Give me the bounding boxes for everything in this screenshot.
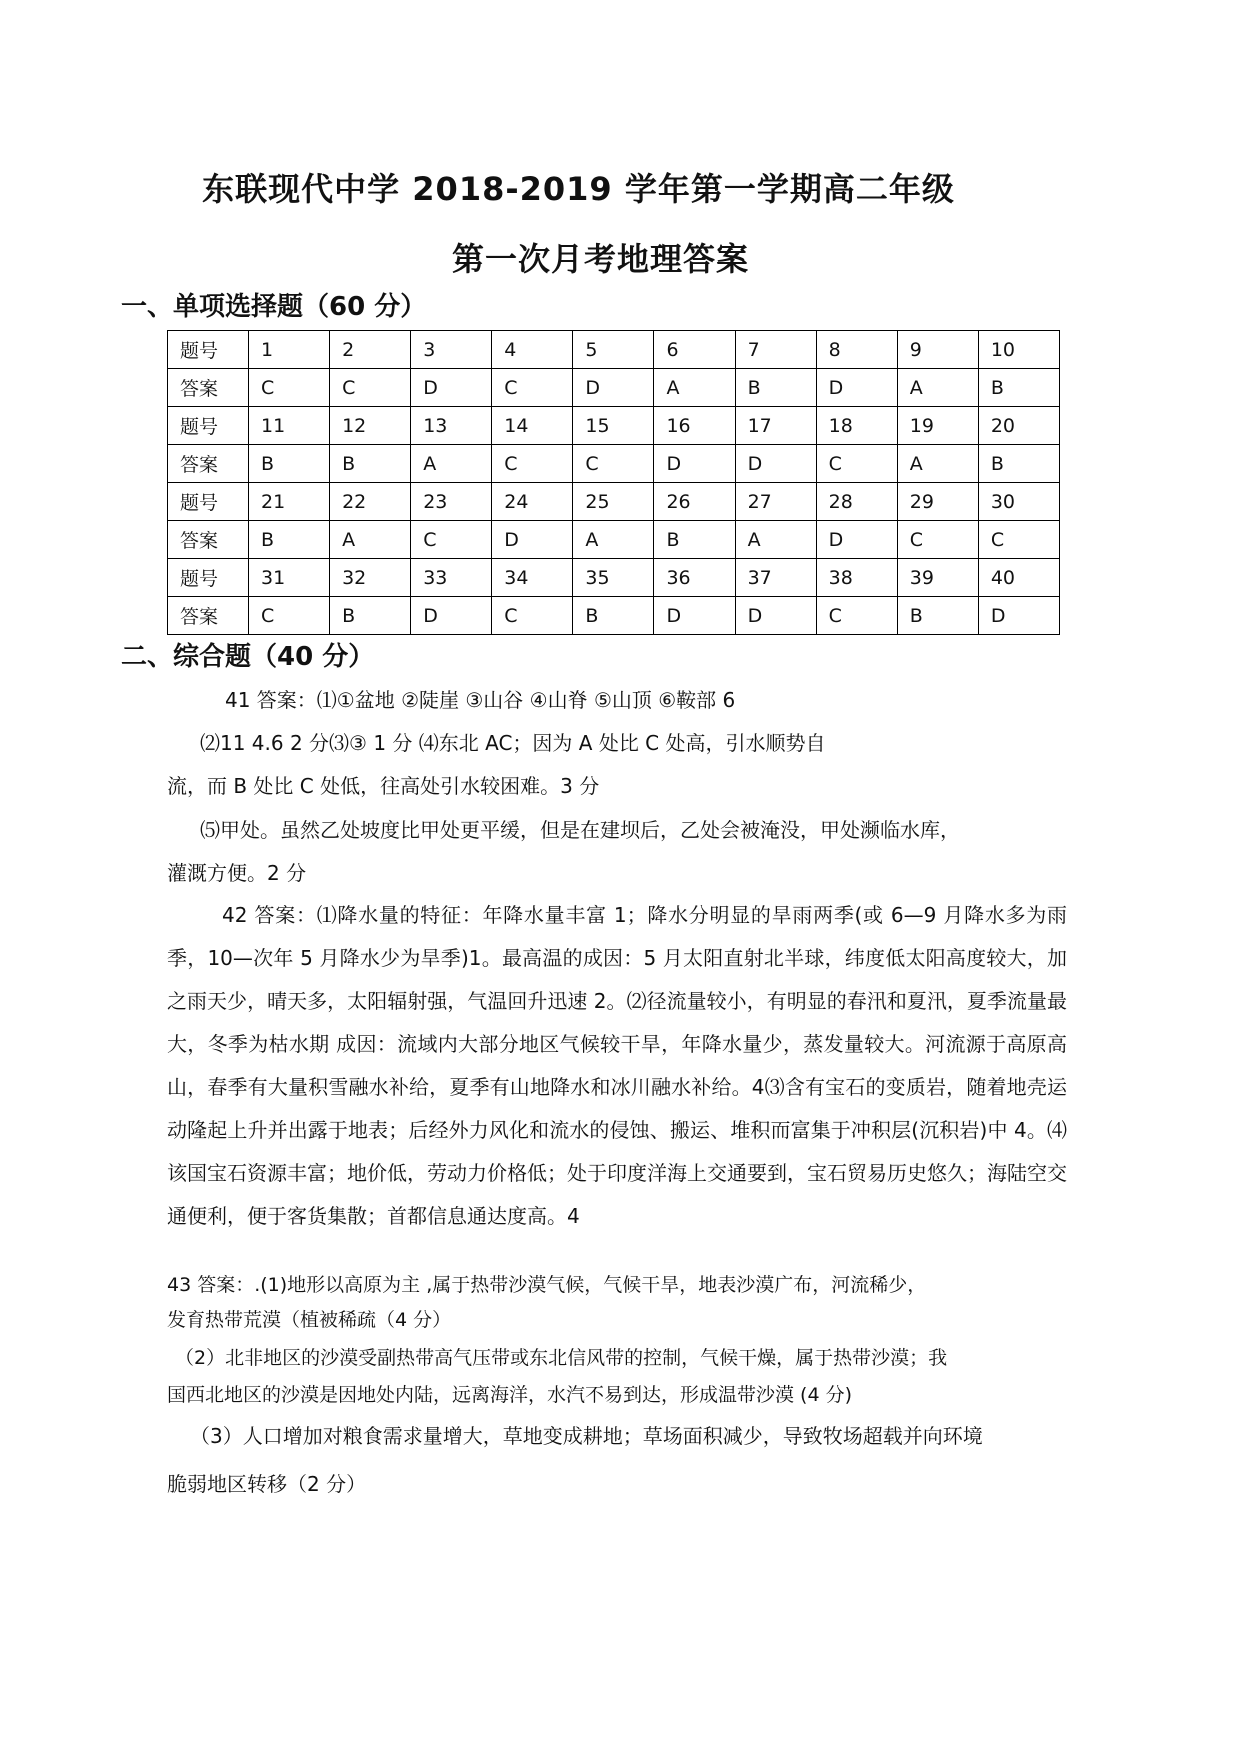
question-number-cell: 11: [249, 407, 330, 445]
answer-table: [167, 330, 1060, 635]
q41-line3: 流，而 B 处比 C 处低，往高处引水较困难。3 分: [167, 774, 600, 798]
answer-cell: B: [978, 369, 1059, 407]
question-number-cell: 12: [330, 407, 411, 445]
q43-line4: 国西北地区的沙漠是因地处内陆，远离海洋，水汽不易到达，形成温带沙漠 (4 分): [167, 1384, 852, 1406]
question-number-cell: 31: [249, 559, 330, 597]
answer-cell: A: [735, 521, 816, 559]
answer-cell: A: [573, 521, 654, 559]
q43-line2: 发育热带荒漠（植被稀疏（4 分）: [167, 1309, 452, 1331]
question-number-cell: 22: [330, 483, 411, 521]
answer-cell: C: [816, 445, 897, 483]
question-number-cell: 4: [492, 331, 573, 369]
question-number-cell: 23: [411, 483, 492, 521]
question-number-cell: 21: [249, 483, 330, 521]
question-number-cell: 16: [654, 407, 735, 445]
q42-answer: 42 答案：⑴降水量的特征：年降水量丰富 1；降水分明显的旱雨两季(或 6—9 月降水多为雨季，10—次年 5 月降水少为旱季)1。最高温的成因：5 月太阳直射北半球，纬度低太阳高度较大，加之雨天少，晴天多，太阳辐射强，气温回升迅速 2。⑵径流量较小，有明显的春汛和夏汛，夏季流量最大，冬季为枯水期 成因：流域内大部分地区气候较干旱，年降水量少，蒸发量较大。河流源于高原高山，春季有大量积雪融水补给，夏季有山地降水和冰川融水补给。4⑶含有宝石的变质岩，随着地壳运动隆起上升并出露于地表；后经外力风化和流水的侵蚀、搬运、堆积而富集于冲积层(沉积岩)中 4。⑷该国宝石资源丰富；地价低，劳动力价格低；处于印度洋海上交通要到，宝石贸易历史悠久；海陆空交通便利，便于客货集散；首都信息通达度高。4: [167, 903, 1067, 1228]
answer-cell: D: [654, 597, 735, 635]
answer-cell: B: [573, 597, 654, 635]
answer-cell: D: [573, 369, 654, 407]
answer-cell: A: [330, 521, 411, 559]
table-row-answers: [168, 597, 1060, 635]
row-label-answer: 答案: [168, 445, 249, 483]
answer-cell: C: [249, 597, 330, 635]
answer-cell: B: [654, 521, 735, 559]
row-label-number: 题号: [168, 483, 249, 521]
answer-cell: D: [492, 521, 573, 559]
question-number-cell: 38: [816, 559, 897, 597]
question-number-cell: 36: [654, 559, 735, 597]
q41-line2: ⑵11 4.6 2 分⑶③ 1 分 ⑷东北 AC；因为 A 处比 C 处高，引水顺势自: [200, 731, 826, 755]
answer-cell: A: [411, 445, 492, 483]
answer-cell: B: [330, 445, 411, 483]
table-row-answers: [168, 369, 1060, 407]
answer-cell: B: [249, 521, 330, 559]
answer-cell: B: [249, 445, 330, 483]
question-number-cell: 30: [978, 483, 1059, 521]
question-number-cell: 29: [897, 483, 978, 521]
answer-cell: B: [330, 597, 411, 635]
question-number-cell: 40: [978, 559, 1059, 597]
answer-cell: A: [897, 445, 978, 483]
document-subtitle: 第一次月考地理答案: [451, 240, 749, 278]
question-number-cell: 15: [573, 407, 654, 445]
table-row-answers: [168, 521, 1060, 559]
row-label-answer: 答案: [168, 369, 249, 407]
question-number-cell: 17: [735, 407, 816, 445]
question-number-cell: 9: [897, 331, 978, 369]
question-number-cell: 24: [492, 483, 573, 521]
question-number-cell: 39: [897, 559, 978, 597]
question-number-cell: 32: [330, 559, 411, 597]
q43-line3: （2）北非地区的沙漠受副热带高气压带或东北信风带的控制，气候干燥，属于热带沙漠；我: [175, 1347, 948, 1369]
row-label-answer: 答案: [168, 597, 249, 635]
answer-cell: B: [735, 369, 816, 407]
question-number-cell: 1: [249, 331, 330, 369]
question-number-cell: 25: [573, 483, 654, 521]
table-row-numbers: [168, 559, 1060, 597]
row-label-number: 题号: [168, 331, 249, 369]
question-number-cell: 27: [735, 483, 816, 521]
question-number-cell: 33: [411, 559, 492, 597]
question-number-cell: 26: [654, 483, 735, 521]
answer-cell: D: [735, 597, 816, 635]
answer-cell: A: [654, 369, 735, 407]
question-number-cell: 7: [735, 331, 816, 369]
question-number-cell: 20: [978, 407, 1059, 445]
question-number-cell: 6: [654, 331, 735, 369]
q41-line4: ⑸甲处。虽然乙处坡度比甲处更平缓，但是在建坝后，乙处会被淹没，甲处濒临水库，: [200, 818, 960, 842]
section-heading-comprehensive: 二、综合题（40 分）: [121, 642, 375, 672]
question-number-cell: 5: [573, 331, 654, 369]
section-heading-choice: 一、单项选择题（60 分）: [121, 292, 427, 322]
question-number-cell: 8: [816, 331, 897, 369]
question-number-cell: 2: [330, 331, 411, 369]
table-row-numbers: [168, 331, 1060, 369]
table-row-answers: [168, 445, 1060, 483]
answer-cell: C: [816, 597, 897, 635]
answer-cell: C: [492, 369, 573, 407]
table-row-numbers: [168, 483, 1060, 521]
answer-cell: D: [816, 369, 897, 407]
answer-cell: C: [492, 445, 573, 483]
question-number-cell: 19: [897, 407, 978, 445]
answer-cell: C: [978, 521, 1059, 559]
answer-cell: D: [735, 445, 816, 483]
answer-cell: D: [411, 369, 492, 407]
q43-line6: 脆弱地区转移（2 分）: [167, 1472, 367, 1496]
question-number-cell: 3: [411, 331, 492, 369]
document-title: 东联现代中学 2018-2019 学年第一学期高二年级: [202, 170, 955, 208]
q43-line5: （3）人口增加对粮食需求量增大，草地变成耕地；草场面积减少，导致牧场超载并向环境: [190, 1424, 983, 1448]
answer-cell: C: [249, 369, 330, 407]
row-label-number: 题号: [168, 407, 249, 445]
question-number-cell: 28: [816, 483, 897, 521]
answer-cell: D: [411, 597, 492, 635]
answer-cell: C: [573, 445, 654, 483]
question-number-cell: 35: [573, 559, 654, 597]
answer-cell: C: [411, 521, 492, 559]
answer-cell: C: [897, 521, 978, 559]
answer-cell: D: [978, 597, 1059, 635]
answer-table-body: [168, 331, 1060, 635]
question-number-cell: 18: [816, 407, 897, 445]
row-label-answer: 答案: [168, 521, 249, 559]
q43-line1: 43 答案：.(1)地形以高原为主 ,属于热带沙漠气候，气候干旱，地表沙漠广布，河流稀少，: [167, 1274, 927, 1296]
question-number-cell: 34: [492, 559, 573, 597]
row-label-number: 题号: [168, 559, 249, 597]
answer-cell: A: [897, 369, 978, 407]
answer-cell: C: [330, 369, 411, 407]
q41-line5: 灌溉方便。2 分: [167, 861, 307, 885]
answer-cell: D: [654, 445, 735, 483]
answer-cell: C: [492, 597, 573, 635]
q41-line1: 41 答案：⑴①盆地 ②陡崖 ③山谷 ④山脊 ⑤山顶 ⑥鞍部 6: [225, 688, 736, 712]
answer-cell: D: [816, 521, 897, 559]
question-number-cell: 37: [735, 559, 816, 597]
question-number-cell: 14: [492, 407, 573, 445]
question-number-cell: 13: [411, 407, 492, 445]
table-row-numbers: [168, 407, 1060, 445]
answer-cell: B: [897, 597, 978, 635]
answer-cell: B: [978, 445, 1059, 483]
question-number-cell: 10: [978, 331, 1059, 369]
